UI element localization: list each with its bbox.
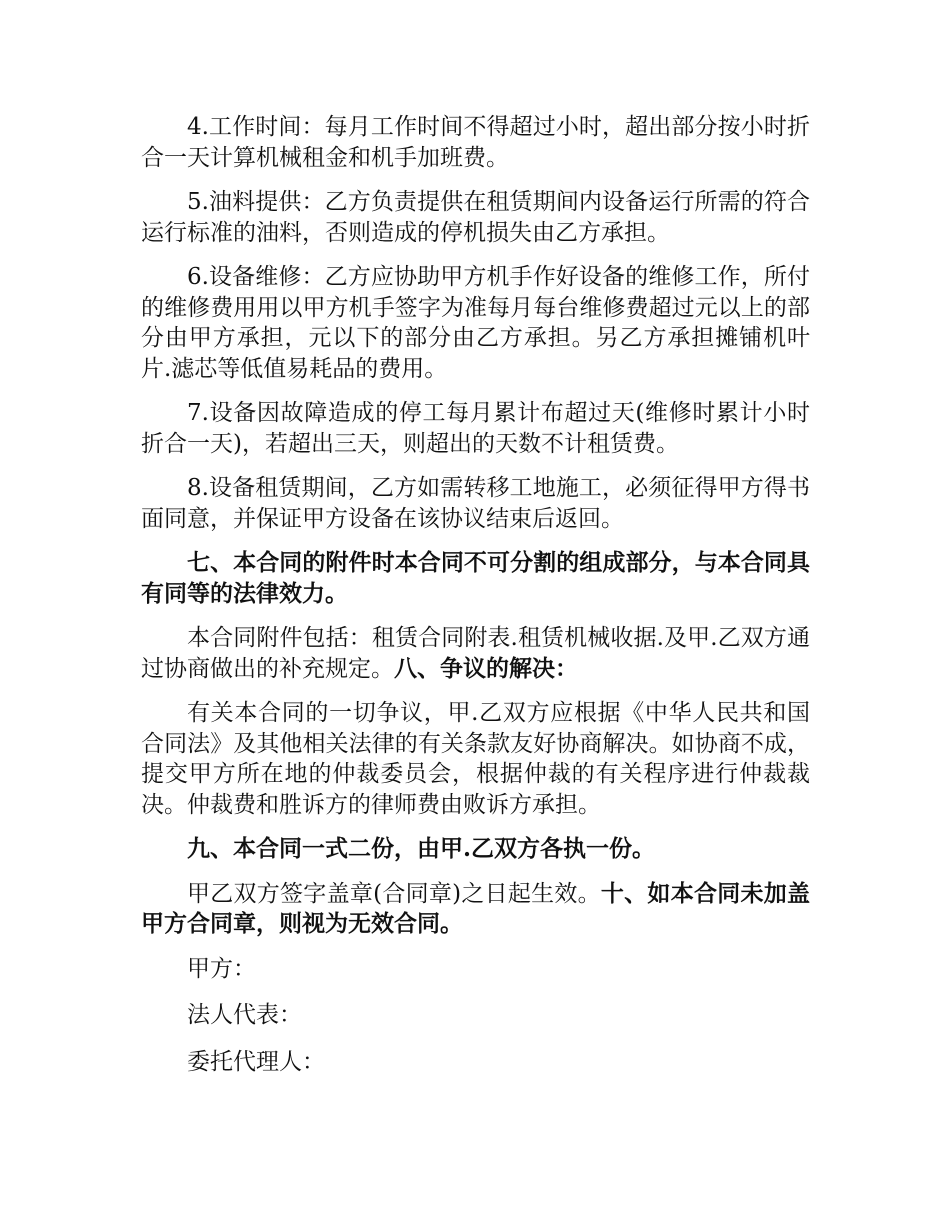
clause-downtime [141, 398, 810, 459]
dispute-text: 有关本合同的一切争议，甲.乙双方应根据《中华人民共和国合同法》及其他相关法律的有关条款友好协商解决。如协商不成，提交甲方所在地的仲裁委员会，根据仲裁的有关程序进行仲裁裁决。仲裁费和胜诉方的律师费由败诉方承担。 [141, 700, 810, 818]
clause-downtime-text: 7.设备因故障造成的停工每月累计布超过天(维修时累计小时折合一天)，若超出三天，则超出的天数不计租赁费。 [141, 400, 810, 457]
clause-site-transfer-text: 8.设备租赁期间，乙方如需转移工地施工，必须征得甲方得书面同意，并保证甲方设备在该协议结束后返回。 [141, 475, 810, 532]
clause-maintenance [141, 262, 810, 384]
section-seven-heading-text: 七、本合同的附件时本合同不可分割的组成部分，与本合同具有同等的法律效力。 [141, 549, 810, 607]
section-eight-heading: 八、争议的解决： [394, 654, 578, 682]
signature-party-a [141, 954, 810, 985]
clause-fuel-supply-text: 5.油料提供：乙方负责提供在租赁期间内设备运行所需的符合运行标准的油料，否则造成的停机损失由乙方承担。 [141, 189, 810, 246]
effective-text: 甲乙双方签字盖章(合同章)之日起生效。 [187, 880, 601, 907]
section-ten-heading: 十、如本合同未加盖甲方合同章，则视为无效合同。 [141, 879, 810, 937]
signature-agent [141, 1047, 810, 1078]
effective-paragraph [141, 879, 810, 940]
clause-work-hours-text: 4.工作时间：每月工作时间不得超过小时，超出部分按小时折合一天计算机械租金和机手加班费。 [141, 114, 810, 171]
section-seven-heading [141, 548, 810, 609]
attachments-text: 本合同附件包括：租赁合同附表.租赁机械收据.及甲.乙双方通过协商做出的补充规定。 [141, 625, 810, 682]
clause-maintenance-text: 6.设备维修：乙方应协助甲方机手作好设备的维修工作，所付的维修费用用以甲方机手签字为准每月每台维修费超过元以上的部分由甲方承担，元以下的部分由乙方承担。另乙方承担摊铺机叶片.滤芯等低值易耗品的费用。 [141, 264, 810, 382]
dispute-paragraph [141, 698, 810, 820]
section-nine-heading [141, 834, 810, 865]
clause-site-transfer [141, 473, 810, 534]
clause-fuel-supply [141, 187, 810, 248]
signature-legal-rep-label: 法人代表： [187, 1002, 302, 1028]
signature-party-a-label: 甲方： [187, 955, 256, 982]
clause-work-hours [141, 112, 810, 173]
section-nine-heading-text: 九、本合同一式二份，由甲.乙双方各执一份。 [187, 835, 656, 862]
signature-legal-rep [141, 1000, 810, 1031]
signature-agent-label: 委托代理人： [187, 1048, 325, 1075]
attachments-paragraph [141, 623, 810, 684]
